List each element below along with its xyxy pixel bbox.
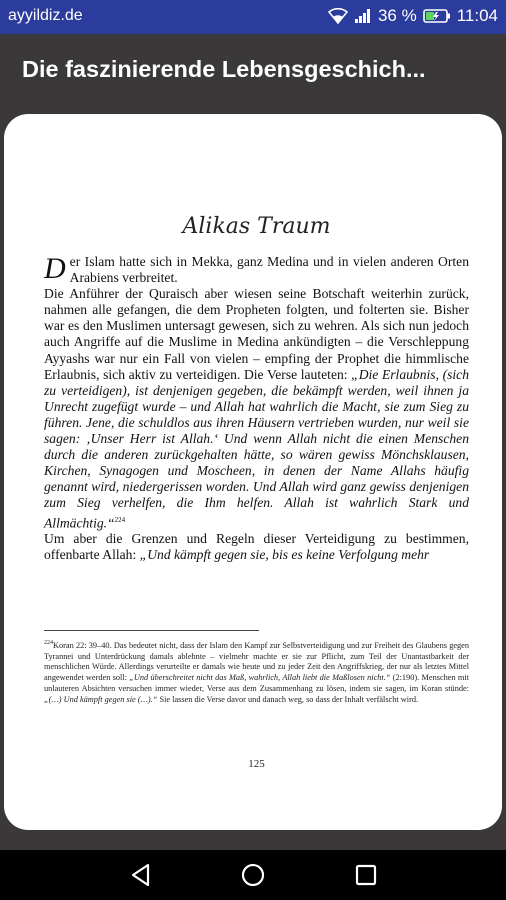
app-bar bbox=[0, 34, 506, 116]
footnote-marker[interactable]: 224 bbox=[114, 515, 126, 524]
paragraph-2-text: Die Anführer der Quraisch aber wiesen seine Botschaft weiterhin zurück, nahmen alle gefangen, die dem Propheten folgten, und folterten sie. Bisher war es den Muslimen untersagt gewesen, sich zu wehren. Als sich nun jedoch auch Angriffe auf die Muslime in Medina ankündigten – die Verschleppung Ayyashs war nur ein Fall von vielen – empfing der Prophet die himmlische Erlaubnis, sich aktiv zu verteidigen. Die Verse lauteten: bbox=[44, 286, 469, 382]
footnote-text-2: (2:190). Menschen mit unlauteren Absichten versuchen immer wieder, Verse aus dem Zusammenhang zu lösen, indem sie sagen, im Koran stünde: bbox=[44, 673, 469, 693]
navigation-bar bbox=[0, 850, 506, 900]
battery-icon bbox=[423, 8, 451, 24]
signal-icon bbox=[354, 8, 372, 24]
paragraph-2-quote: „Die Erlaubnis, (sich zu verteidigen), ist denjenigen gegeben, die bekämpft werden, weil ihnen ja Unrecht zugefügt wurde – und Allah hat wahrlich die Macht, sie zum Sieg zu führen. Jene, die schuldlos aus ihren Häusern vertrieben wurden, nur weil sie sagen: ‚Unser Herr ist Allah.‘ Und wenn Allah nicht die einen Menschen durch die anderen zurückgehalten hätte, so wären gewiss Mönchsklausen, Kirchen, Synagogen und Moscheen, in denen der Name Allahs häufig genannt wird, niedergerissen worden. Und Allah wird ganz gewiss denjenigen zum Sieg verhelfen, die Ihm helfen. Allah ist wahrlich Stark und Allmächtig.“ bbox=[44, 366, 469, 531]
paragraph-3 bbox=[44, 531, 469, 563]
battery-percent: 36 % bbox=[377, 6, 417, 25]
home-icon[interactable] bbox=[240, 862, 266, 888]
page-title: Die faszinierende Lebensgeschich... bbox=[22, 56, 426, 82]
paragraph-1 bbox=[44, 254, 469, 286]
book-page[interactable] bbox=[4, 114, 502, 830]
status-time: 11:04 bbox=[456, 6, 498, 25]
chapter-heading: Alikas Traum bbox=[182, 214, 331, 239]
status-right bbox=[328, 6, 498, 26]
footnote-text-1: Koran 22: 39–40. Das bedeutet nicht, dass der Islam den Kampf zur Selbstverteidigung und zur Freiheit des Glaubens gegen Tyrannei und Unterdrückung damals ablehnte – vielmehr machte er sie zur Pflicht, zum Teil der Unantastbarkeit der menschlichen Würde. Allerdings verurteilte er damals wie heute und zu jeder Zeit den Angriffskrieg, der nur als letztes Mittel angewendet werden soll: bbox=[44, 640, 469, 683]
back-icon[interactable] bbox=[128, 862, 154, 888]
status-app-name: ayyildiz.de bbox=[8, 7, 83, 24]
footnote-quote-1: „Und überschreitet nicht das Maß, wahrlich, Allah liebt die Maßlosen nicht.“ bbox=[129, 673, 391, 683]
paragraph-3-text: Um aber die Grenzen und Regeln dieser Verteidigung zu bestimmen, offenbarte Allah: bbox=[44, 531, 469, 563]
paragraph-3-quote: „Und kämpft gegen sie, bis es keine Verfolgung mehr bbox=[139, 547, 430, 563]
paragraph-2 bbox=[44, 286, 469, 531]
footnote-quote-2: „(…) Und kämpft gegen sie (…).“ bbox=[44, 694, 158, 704]
footnote bbox=[44, 638, 469, 706]
status-bar bbox=[0, 0, 506, 34]
paragraph-1-text: er Islam hatte sich in Mekka, ganz Medina und in vielen anderen Orten Arabiens verbreitet. bbox=[69, 254, 469, 286]
wifi-icon bbox=[328, 8, 348, 24]
drop-cap: D bbox=[44, 252, 66, 285]
body-text bbox=[44, 254, 469, 563]
footnote-divider bbox=[44, 630, 259, 631]
page-number: 125 bbox=[248, 758, 265, 770]
footnote-number: 224 bbox=[44, 640, 53, 646]
recents-icon[interactable] bbox=[353, 862, 379, 888]
footnote-text-3: Sie lassen die Verse davor und danach weg, so dass der Inhalt verfälscht wird. bbox=[157, 694, 419, 704]
